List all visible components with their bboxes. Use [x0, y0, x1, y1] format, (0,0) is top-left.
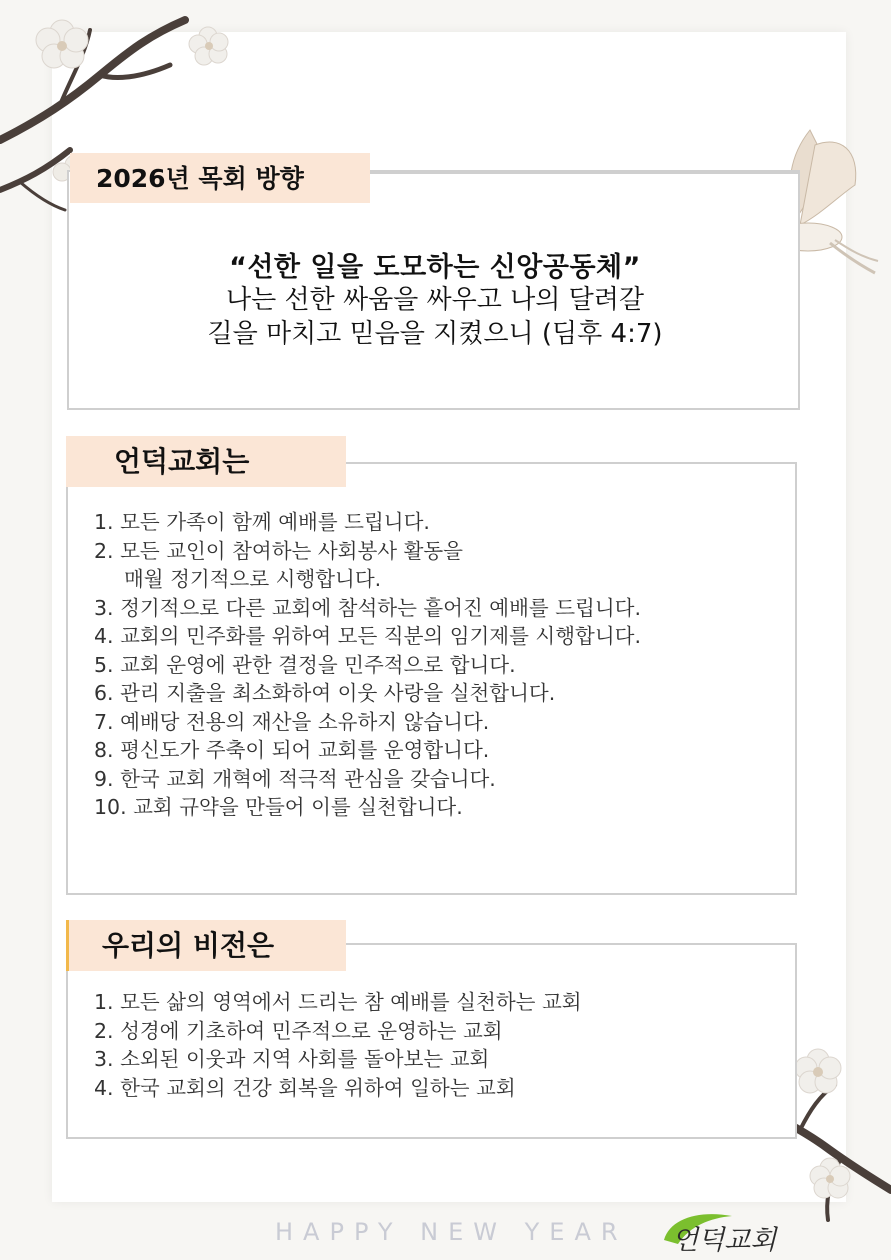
list-item: 6. 관리 지출을 최소화하여 이웃 사랑을 실천합니다.: [94, 681, 556, 705]
list-item: 5. 교회 운영에 관한 결정을 민주적으로 합니다.: [94, 652, 516, 677]
tab-underline: [370, 172, 800, 174]
list-item: 4. 교회의 민주화를 위하여 모든 직분의 임기제를 시행합니다.: [94, 624, 641, 648]
list-item: 8. 평신도가 주축이 되어 교회를 운영합니다.: [94, 738, 490, 762]
verse-line-2: 길을 마치고 믿음을 지켰으니 (딤후 4:7): [207, 319, 663, 349]
church-logo: [660, 1210, 780, 1256]
list-item: 3. 소외된 이웃과 지역 사회를 돌아보는 교회: [94, 1047, 490, 1071]
list-item: 1. 모든 가족이 함께 예배를 드립니다.: [94, 510, 430, 534]
list-item: 10. 교회 규약을 만들어 이를 실천합니다.: [94, 795, 463, 819]
our-vision-list: [94, 988, 582, 1102]
list-item: 3. 정기적으로 다른 교회에 참석하는 흩어진 예배를 드립니다.: [94, 595, 641, 620]
list-item: 9. 한국 교회 개혁에 적극적 관심을 갖습니다.: [94, 766, 496, 791]
list-item: 매월 정기적으로 시행합니다.: [124, 567, 382, 591]
church-values-list: [94, 508, 641, 822]
logo-text: 언덕교회: [672, 1225, 777, 1256]
list-item: 4. 한국 교회의 건강 회복을 위하여 일하는 교회: [94, 1075, 516, 1100]
list-item: 2. 모든 교인이 참여하는 사회봉사 활동을: [94, 538, 463, 563]
motto-title: [70, 245, 800, 284]
list-item: 2. 성경에 기초하여 민주적으로 운영하는 교회: [94, 1018, 503, 1043]
motto-text: “선한 일을 도모하는 신앙공동체”: [229, 252, 641, 283]
list-item: 7. 예배당 전용의 재산을 소유하지 않습니다.: [94, 709, 490, 734]
bible-verse: [70, 283, 800, 351]
verse-line-1: 나는 선한 싸움을 싸우고 나의 달려갈: [225, 285, 645, 315]
our-vision-tab: 우리의 비전은: [66, 920, 346, 971]
tab-accent-bar: [66, 920, 69, 971]
church-values-tab: 언덕교회는: [66, 436, 346, 487]
happy-new-year-text: HAPPY NEW YEAR: [275, 1218, 628, 1246]
ministry-direction-tab: 2026년 목회 방향: [70, 153, 370, 203]
list-item: 1. 모든 삶의 영역에서 드리는 참 예배를 실천하는 교회: [94, 990, 582, 1014]
